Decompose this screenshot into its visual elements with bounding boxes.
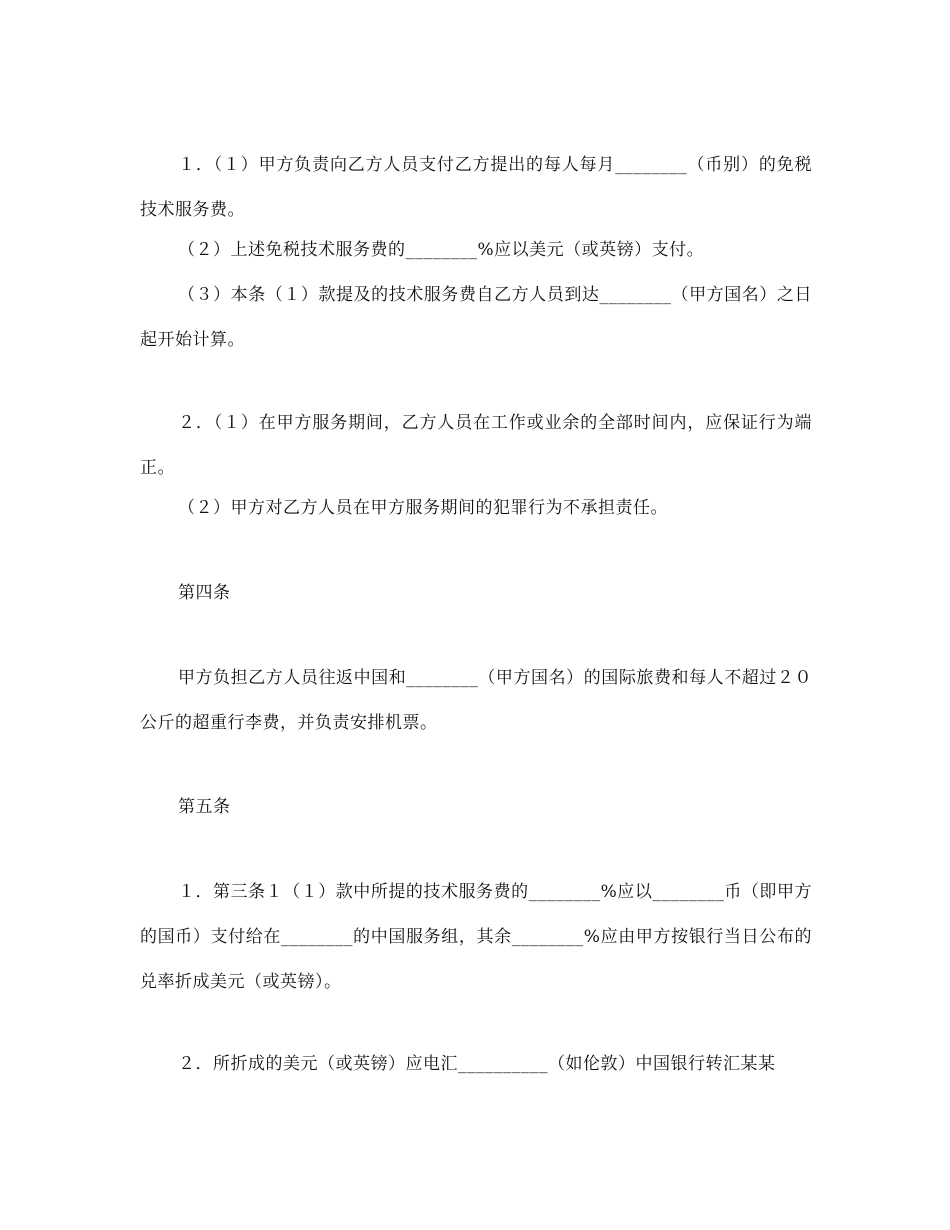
clause-3-1-2: （２）上述免税技术服务费的________%应以美元（或英镑）支付。 xyxy=(178,240,705,260)
clause-3-2-2: （２）甲方对乙方人员在甲方服务期间的犯罪行为不承担责任。 xyxy=(178,498,668,518)
article-4-text: 甲方负担乙方人员往返中国和________（甲方国名）的国际旅费和每人不超过２０公斤的超重行李费，并负责安排机票。 xyxy=(140,668,812,733)
clause-3-2-1: ２．（１）在甲方服务期间，乙方人员在工作或业余的全部时间内，应保证行为端正。 xyxy=(140,413,812,478)
clause-3-1-3: （３）本条（１）款提及的技术服务费自乙方人员到达________（甲方国名）之日起开始计算。 xyxy=(140,285,812,350)
article-5-clause-1: １．第三条１（１）款中所提的技术服务费的________%应以________币（即甲方的国币）支付给在________的中国服务组，其余________%应由甲方按银行当日公布的兑率折成美元（或英镑）。 xyxy=(140,882,812,992)
article-4-heading: 第四条 xyxy=(178,583,231,603)
clause-3-1-1: １．（１）甲方负责向乙方人员支付乙方提出的每人每月________（币别）的免税技术服务费。 xyxy=(140,155,812,220)
article-5-heading: 第五条 xyxy=(178,797,231,817)
article-5-clause-2: ２．所折成的美元（或英镑）应电汇__________（如伦敦）中国银行转汇某某 xyxy=(178,1054,776,1074)
